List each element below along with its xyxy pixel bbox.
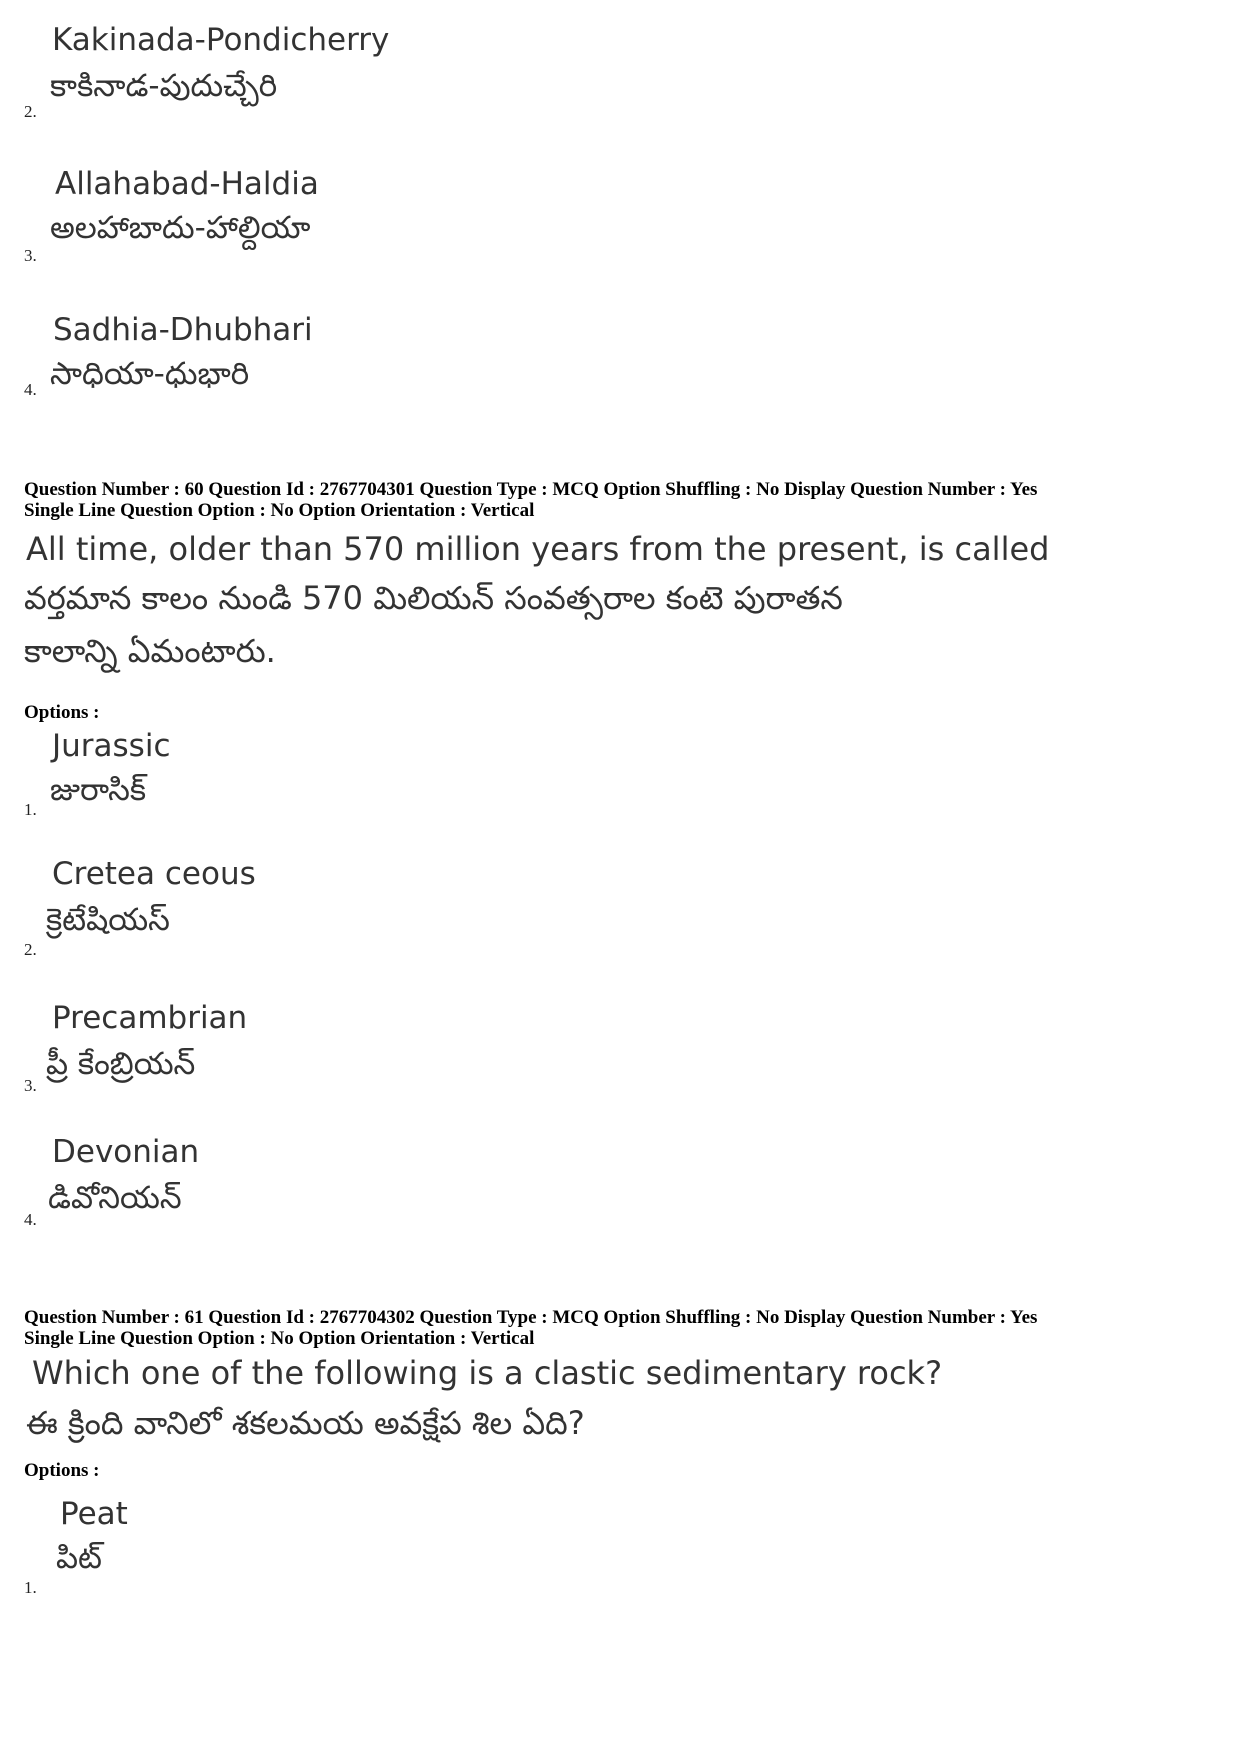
q61-question-english: Which one of the following is a clastic sedimentary rock? (32, 1354, 943, 1392)
q60-option-3-telugu: ప్రీ కేంబ్రియన్ (46, 1046, 196, 1082)
q60-question-telugu-1: వర్తమాన కాలం నుండి 570 మిలియన్ సంవత్సరాల కంటె పురాతన (24, 579, 843, 617)
q60-option-4-number: 4. (24, 1210, 37, 1229)
prev-option-4-number: 4. (24, 380, 37, 399)
q60-option-1-english: Jurassic (52, 728, 171, 764)
q60-options-label: Options : (24, 702, 100, 723)
q60-option-4-english: Devonian (52, 1134, 200, 1170)
q61-options-label: Options : (24, 1460, 100, 1481)
prev-option-2-english: Kakinada-Pondicherry (52, 22, 390, 58)
q60-option-1-number: 1. (24, 800, 37, 819)
q60-option-2-english: Cretea ceous (52, 856, 256, 892)
q60-meta-line2: Single Line Question Option : No Option Orientation : Vertical (24, 500, 535, 521)
q60-option-1-telugu: జురాసిక్ (50, 772, 147, 808)
prev-option-4-english: Sadhia-Dhubhari (53, 312, 313, 348)
q61-meta-line1: Question Number : 61 Question Id : 2767704302 Question Type : MCQ Option Shuffling : No Display Question Number : Yes (24, 1307, 1038, 1328)
prev-option-3-english: Allahabad-Haldia (55, 166, 319, 202)
q60-option-4-telugu: డివోనియన్ (48, 1180, 182, 1216)
q60-option-3-english: Precambrian (52, 1000, 248, 1036)
prev-option-2-telugu: కాకినాడ-పుదుచ్చేరి (50, 68, 278, 104)
q60-option-2-telugu: క్రెటేషియస్ (46, 902, 170, 938)
q61-question-telugu: ఈ క్రింది వానిలో శకలమయ అవక్షేప శిల ఏది? (26, 1404, 585, 1442)
q60-option-2-number: 2. (24, 940, 37, 959)
prev-option-4-telugu: సాధియా-ధుభారి (50, 356, 250, 392)
q61-option-1-telugu: పిట్ (56, 1540, 102, 1576)
prev-option-3-num: 3. (24, 246, 37, 265)
q60-option-3-number: 3. (24, 1076, 37, 1095)
q60-meta-line1: Question Number : 60 Question Id : 2767704301 Question Type : MCQ Option Shuffling : No Display Question Number : Yes (24, 479, 1038, 500)
prev-option-3-telugu: అలహాబాదు-హాల్దియా (50, 210, 311, 246)
q61-meta-line2: Single Line Question Option : No Option Orientation : Vertical (24, 1328, 535, 1349)
prev-option-2-number: 2. (24, 102, 37, 121)
q61-option-1-number: 1. (24, 1578, 37, 1597)
q61-option-1-english: Peat (60, 1496, 128, 1532)
q60-question-telugu-2: కాలాన్ని ఏమంటారు. (24, 632, 276, 670)
q60-question-english: All time, older than 570 million years from the present, is called (26, 530, 1050, 568)
